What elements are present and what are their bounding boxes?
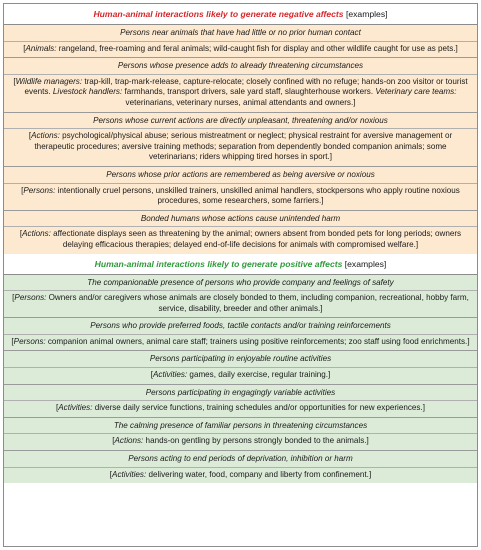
negative-row-text: psychological/physical abuse; serious mistreatment or neglect; physical restraint for aversive management or therapeutic procedures; aversive training methods; separation from dependently bonded companion animals; some veterinarians; riders whipping tired horses in sport. <box>34 131 453 162</box>
negative-row-label: Wildlife managers: <box>15 76 83 86</box>
negative-row-title: Persons whose current actions are directly unpleasant, threatening and/or noxious <box>4 115 477 130</box>
negative-row <box>4 113 477 167</box>
positive-row-body: [Activities: diverse daily service functions, training schedules and/or opportunities for new experiences.] <box>56 403 425 413</box>
positive-row <box>4 451 477 483</box>
positive-row-label: Persons: <box>13 336 46 346</box>
negative-row-label: Actions: <box>22 229 51 239</box>
positive-row-body: [Actions: hands-on gentling by persons strongly bonded to the animals.] <box>112 436 369 446</box>
positive-section-title: Human-animal interactions likely to generate positive affects <box>94 258 343 269</box>
negative-row <box>4 211 477 254</box>
positive-row <box>4 385 477 418</box>
positive-row-body: [Persons: Owners and/or caregivers whose animals are closely bonded to them, including companion, recreational, hobby farm, service, disability, breeder and other animals.] <box>12 293 469 313</box>
negative-row-title: Persons near animals that have had little or no prior human contact <box>4 27 477 42</box>
positive-row-label: Activities: <box>58 403 93 413</box>
negative-row-label: Actions: <box>31 131 60 141</box>
negative-row-body: [Actions: affectionate displays seen as threatening by the animal; owners absent from bonded pets for long periods; owners delaying efficacious therapies; delayed end-of-life decisions for animals with compromised welfare.] <box>19 229 462 249</box>
negative-row-label: Persons: <box>23 185 56 195</box>
negative-section-title: Human-animal interactions likely to generate negative affects <box>93 9 344 19</box>
negative-row-title: Persons whose presence adds to already threatening circumstances <box>4 60 477 75</box>
positive-row-body: [Activities: delivering water, food, company and liberty from confinement.] <box>109 469 372 479</box>
negative-row <box>4 25 477 58</box>
positive-row-title: Persons participating in enjoyable routine activities <box>4 353 477 368</box>
positive-row-title: The companionable presence of persons who provide company and feelings of safety <box>4 277 477 292</box>
positive-row-text: companion animal owners, animal care staff; trainers using positive reinforcements; zoo staff using food enrichments. <box>45 336 468 346</box>
positive-row-label: Activities: <box>153 370 188 380</box>
positive-row-body: [Persons: companion animal owners, animal care staff; trainers using positive reinforcements; zoo staff using food enrichments.] <box>11 336 470 346</box>
negative-row-text: affectionate displays seen as threatening by the animal; owners absent from bonded pets for long periods; owners delaying efficacious therapies; delayed end-of-life decisions for animals with compromised welfare. <box>50 229 462 249</box>
negative-row-body: [Wildlife managers: trap-kill, trap-mark-release, capture-relocate; closely confined with no refuge; hands-on zoo visitor or tourist events. Livestock handlers: farmhands, transport drivers, sale yard staff, slaughterhouse workers. Veterinary care teams: veterinarians, veterinary nurses, animal attendants and owners.] <box>13 76 468 107</box>
positive-row <box>4 275 477 319</box>
positive-row-title: The calming presence of familiar persons in threatening circumstances <box>4 420 477 435</box>
negative-row-body: [Persons: intentionally cruel persons, unskilled trainers, unskilled animal handlers, stockpersons who apply routine noxious procedures, some researchers, some farriers.] <box>21 185 460 206</box>
positive-row-title: Persons participating in engagingly variable activities <box>4 387 477 402</box>
positive-row-body: [Activities: games, daily exercise, regular training.] <box>150 370 331 380</box>
positive-section-tag: [examples] <box>344 258 387 269</box>
positive-row <box>4 351 477 384</box>
positive-row <box>4 318 477 351</box>
negative-row-text: veterinarians, veterinary nurses, animal attendants and owners. <box>125 97 354 107</box>
negative-row-body: [Animals: rangeland, free-roaming and feral animals; wild-caught fish for display and other wildlife caught for use as pets.] <box>23 43 458 53</box>
negative-row-text: intentionally cruel persons, unskilled trainers, unskilled animal handlers, stockpersons who apply routine noxious procedures, some researchers, some farriers. <box>55 185 460 206</box>
positive-row-label: Activities: <box>112 469 147 479</box>
positive-section-header <box>4 254 477 275</box>
positive-row-text: delivering water, food, company and liberty from confinement. <box>146 469 369 479</box>
positive-row-label: Persons: <box>14 293 47 303</box>
positive-row-label: Actions: <box>114 436 144 446</box>
negative-row-text: rangeland, free-roaming and feral animals; wild-caught fish for display and other wildlife caught for use as pets. <box>56 43 456 53</box>
interactions-table <box>3 3 478 547</box>
negative-row-label: Livestock handlers: <box>52 87 123 97</box>
positive-row-title: Persons who provide preferred foods, tactile contacts and/or training reinforcements <box>4 320 477 335</box>
negative-row-label: Animals: <box>25 43 57 53</box>
negative-row <box>4 167 477 211</box>
positive-row <box>4 418 477 451</box>
negative-row-title: Persons whose prior actions are remembered as being aversive or noxious <box>4 169 477 184</box>
negative-row-text: farmhands, transport drivers, sale yard staff, slaughterhouse workers. <box>122 87 376 97</box>
negative-row-title: Bonded humans whose actions cause unintended harm <box>4 213 477 228</box>
positive-row-text: hands-on gentling by persons strongly bonded to the animals. <box>143 436 367 446</box>
positive-row-text: games, daily exercise, regular training. <box>187 370 328 380</box>
positive-row-text: Owners and/or caregivers whose animals are closely bonded to them, including companion, recreational, hobby farm, service, disability, breeder and other animals. <box>46 293 469 313</box>
negative-row-text: trap-kill, trap-mark-release, capture-relocate; closely confined with no refuge; hands-on zoo visitor or tourist events. <box>24 76 468 97</box>
positive-row-title: Persons acting to end periods of deprivation, inhibition or harm <box>4 453 477 468</box>
negative-row-label: Veterinary care teams: <box>375 87 457 97</box>
negative-row <box>4 58 477 112</box>
negative-section-tag: [examples] <box>345 9 388 19</box>
negative-section-header <box>4 4 477 25</box>
positive-row-text: diverse daily service functions, training schedules and/or opportunities for new experiences. <box>92 403 423 413</box>
negative-row-body: [Actions: psychological/physical abuse; serious mistreatment or neglect; physical restraint for aversive management or therapeutic procedures; aversive training methods; separation from dependently bonded companion animals; some veterinarians; riders whipping tired horses in sport.] <box>28 131 453 162</box>
